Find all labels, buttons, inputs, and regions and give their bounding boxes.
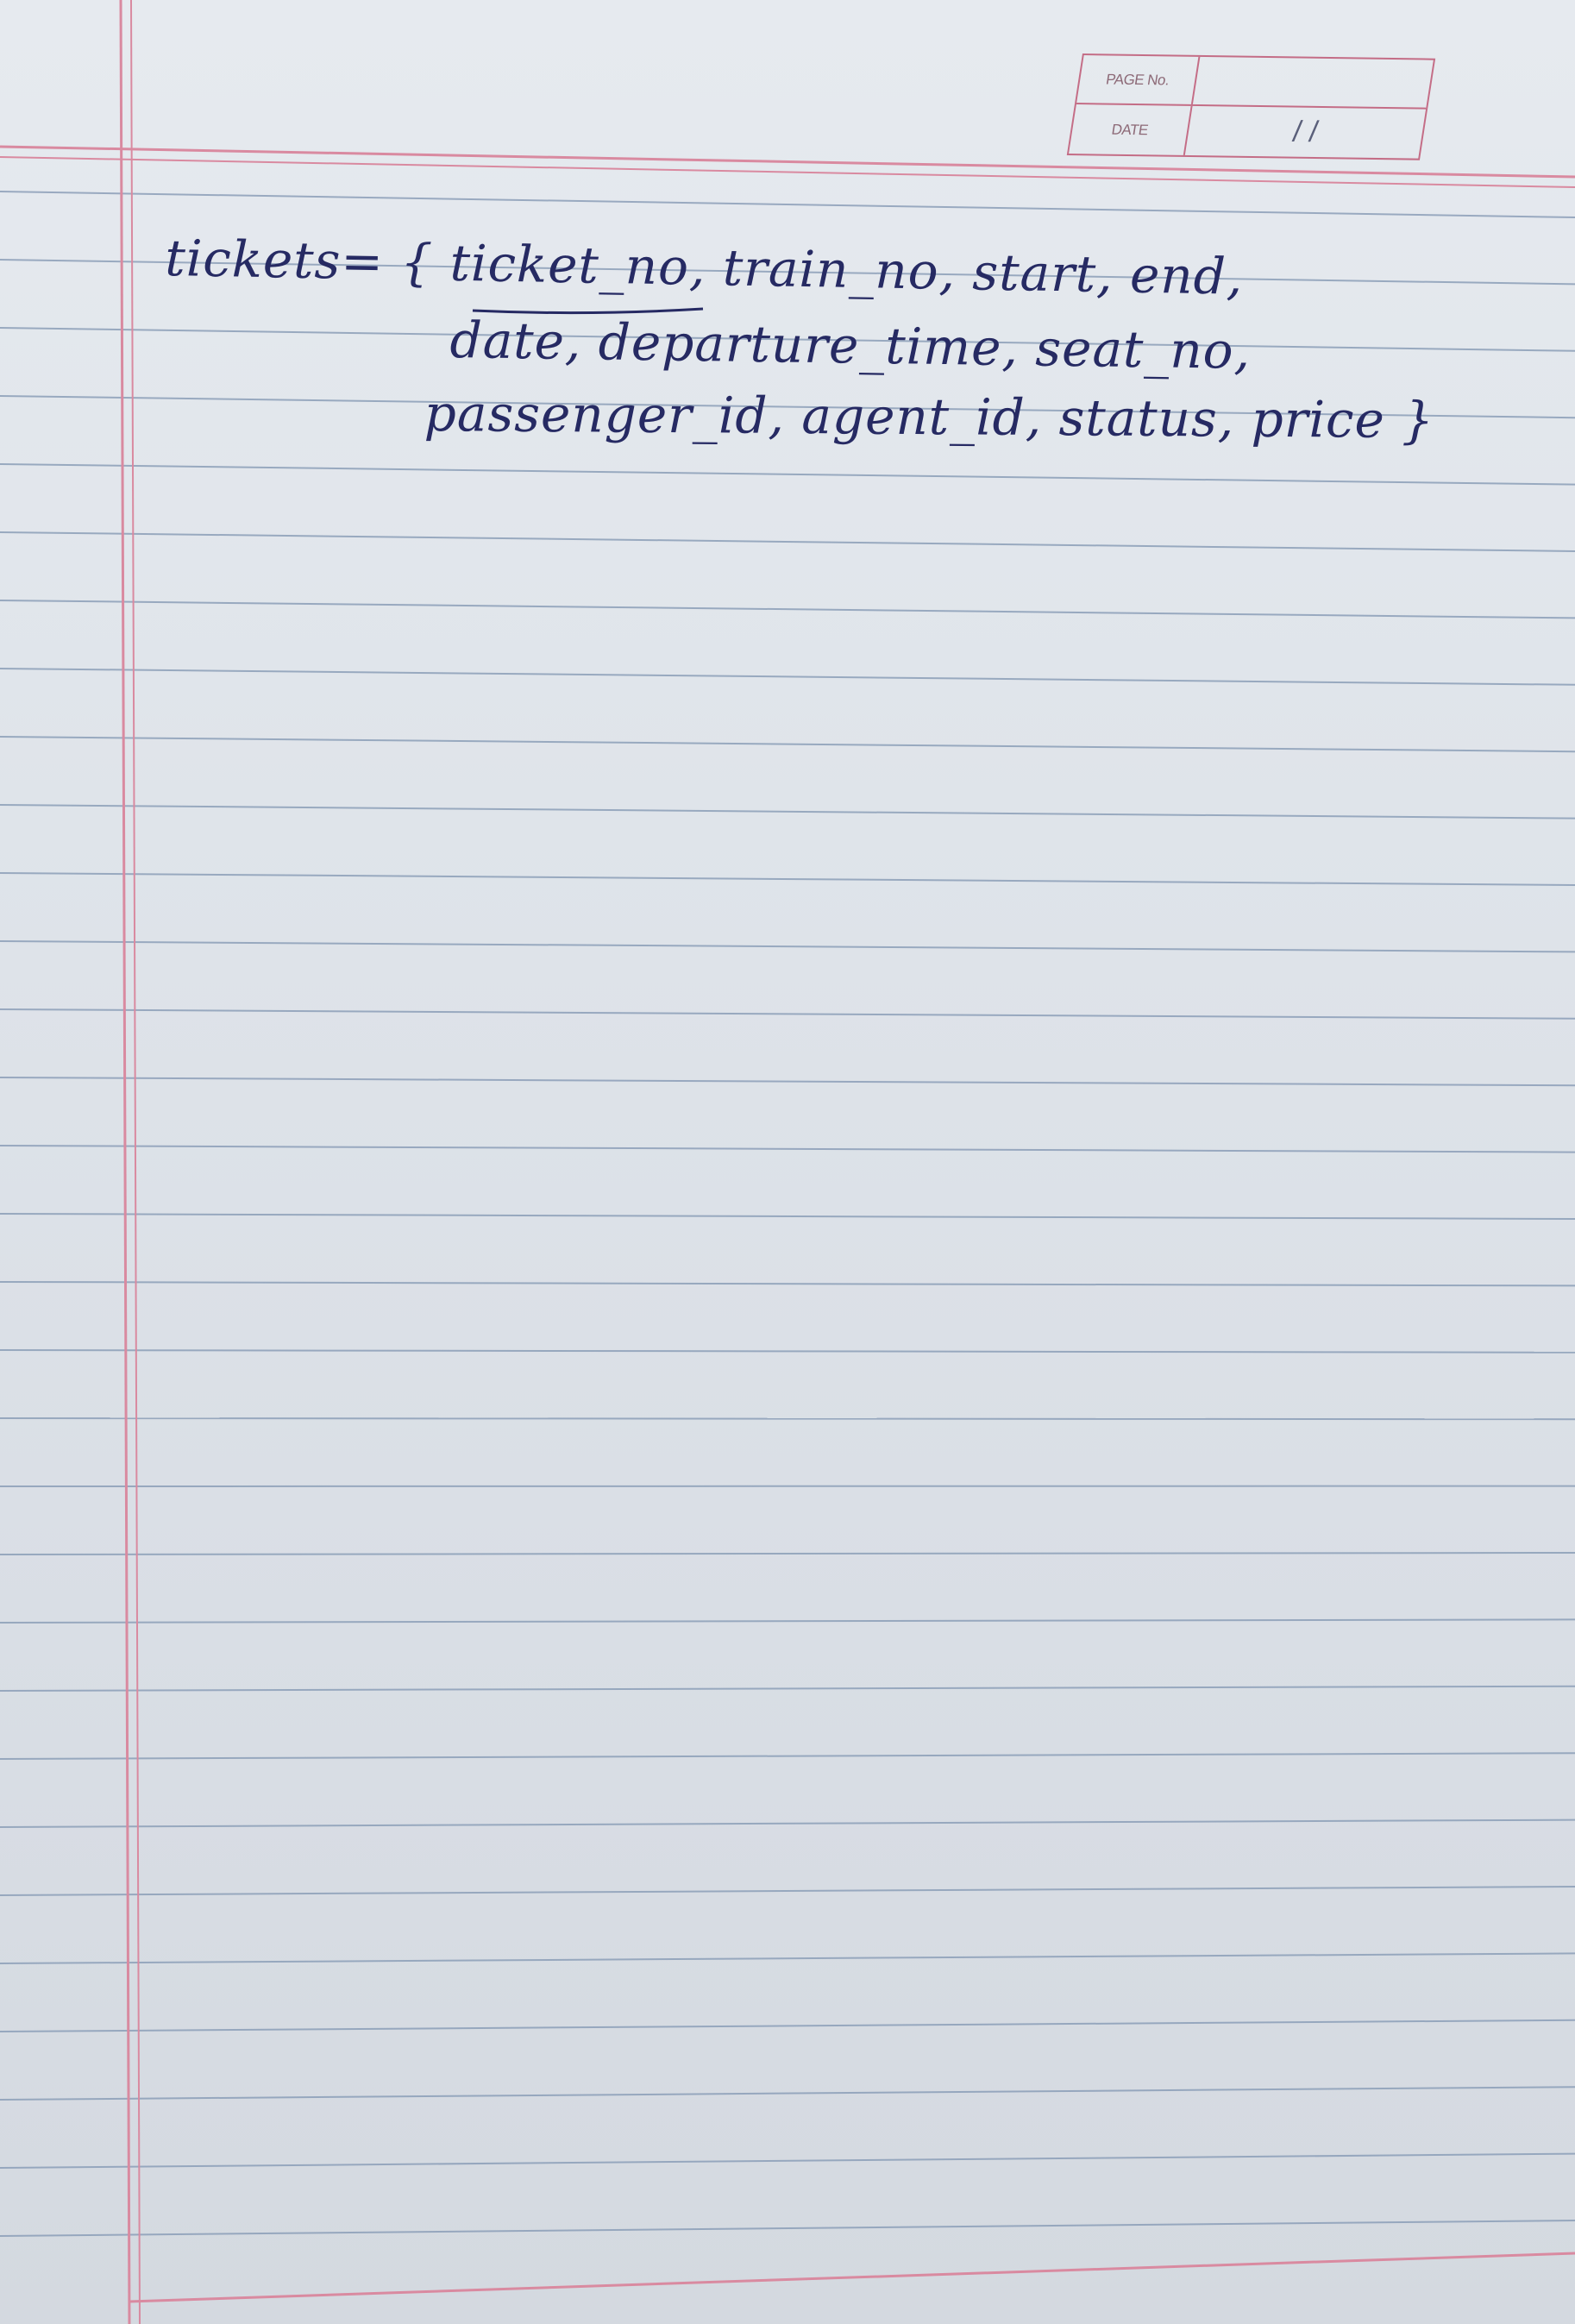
date-label: DATE <box>1069 104 1193 155</box>
rule-line <box>0 1953 1575 1963</box>
rule-line <box>0 2220 1575 2236</box>
date-value: / / <box>1290 115 1321 148</box>
rule-line <box>0 2154 1575 2168</box>
rule-line <box>0 873 1575 885</box>
note-line-3: passenger_id, agent_id, status, price } <box>424 384 1435 450</box>
rule-line <box>0 1753 1575 1759</box>
date-row <box>1069 104 1426 159</box>
rule-line <box>0 2020 1575 2032</box>
rule-line <box>0 669 1575 685</box>
rule-line <box>0 2087 1575 2100</box>
rule-line <box>0 464 1575 485</box>
rule-line <box>0 1887 1575 1895</box>
rule-line <box>0 941 1575 952</box>
rule-line <box>0 532 1575 551</box>
note-line-2: date, departure_time, seat_no, <box>449 311 1252 380</box>
margin-line-1 <box>121 0 129 2324</box>
rule-line <box>0 1077 1575 1085</box>
rule-line <box>0 1418 1575 1419</box>
rule-line <box>0 1009 1575 1019</box>
rule-line <box>0 805 1575 819</box>
rule-line <box>0 1146 1575 1153</box>
rule-line <box>0 192 1575 217</box>
rule-line <box>0 1686 1575 1691</box>
page-date-box <box>1067 53 1435 160</box>
rule-line <box>0 600 1575 618</box>
page-no-value <box>1193 57 1434 108</box>
rule-line <box>0 737 1575 751</box>
page-no-label: PAGE No. <box>1076 55 1200 104</box>
note-line-1: tickets= { ticket_no, train_no, start, end, <box>164 229 1244 306</box>
margin-line-2 <box>131 0 140 2324</box>
page-no-row <box>1076 55 1434 110</box>
rule-line <box>0 1214 1575 1219</box>
footer-rule <box>129 2253 1575 2302</box>
rule-line <box>0 1820 1575 1827</box>
rule-line <box>0 1350 1575 1353</box>
rule-line <box>0 1553 1575 1555</box>
rule-line <box>0 1282 1575 1285</box>
rule-line <box>0 1619 1575 1623</box>
